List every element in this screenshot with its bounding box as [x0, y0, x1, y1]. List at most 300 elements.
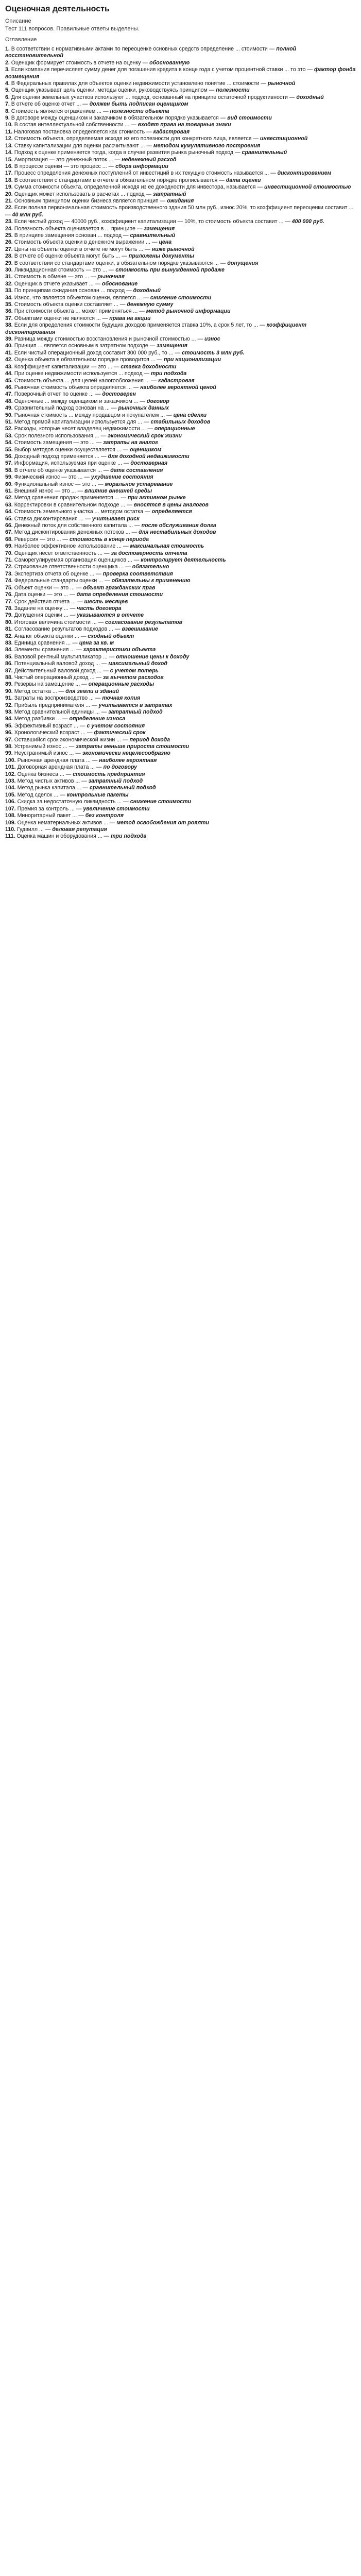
- question-item: 54. Стоимость замещения — это ... — затраты на аналог: [5, 439, 158, 446]
- question-number: 44.: [5, 370, 13, 377]
- question-item: 89. Резервы на замещение ... — операционные расходы: [5, 681, 154, 688]
- question-answer: стоимость при вынужденной продаже: [115, 267, 225, 273]
- question-number: 78.: [5, 605, 13, 612]
- question-item: 11. Налоговая постановка определяется как стоимость — кадастровая: [5, 128, 190, 135]
- document-subtitle: Описание: [5, 18, 31, 24]
- question-text: Прибыль предпринимателя ...: [14, 702, 91, 708]
- question-answer: доходный: [296, 94, 324, 100]
- question-text: Стоимость замещения — это ...: [14, 439, 95, 446]
- question-text: Метод прямой капитализации используется для ...: [14, 418, 143, 425]
- question-item: 94. Метод разбивки ... — определение износа: [5, 716, 126, 722]
- question-text: Объект оценки — это ...: [14, 584, 75, 591]
- question-answer: входят права на товарные знаки: [137, 122, 231, 128]
- question-number: 69.: [5, 543, 13, 550]
- question-answer: методом кумулятивного построения: [153, 142, 261, 149]
- question-answer: период дохода: [129, 736, 170, 743]
- question-answer: права на акции: [109, 315, 151, 321]
- question-answer: износ: [204, 336, 220, 343]
- question-answer: шесть месяцев: [84, 598, 128, 605]
- question-text: Сравнительный подход основан на ...: [14, 405, 110, 412]
- question-number: 102.: [5, 771, 16, 777]
- question-text: Расходы, которые несет владелец недвижимости ...: [14, 426, 146, 432]
- question-item: 109. Оценка нематериальных активов ... — метод освобождения от роялти: [5, 819, 209, 826]
- question-answer: обязательны к применению: [111, 578, 191, 584]
- question-number: 90.: [5, 688, 13, 694]
- question-number: 14.: [5, 149, 13, 156]
- question-text: Коэффициент капитализации — это ...: [14, 363, 112, 370]
- question-answer: сравнительный: [242, 149, 287, 156]
- question-number: 9.: [5, 115, 10, 122]
- question-text: Износ, что является объектом оценки, является ...: [14, 294, 142, 301]
- question-text: Метод рынка капитала ...: [17, 785, 81, 791]
- question-answer: затраты на аналог: [103, 439, 158, 446]
- question-item: 80. Итоговая величина стоимости ... — согласование результатов: [5, 619, 183, 625]
- question-text: Элементы сравнения ...: [14, 647, 75, 653]
- question-answer: контролирует деятельность: [141, 557, 226, 564]
- question-text: Цены на объекты оценки в отчете не могут быть ...: [14, 246, 144, 252]
- question-number: 58.: [5, 467, 13, 473]
- question-number: 27.: [5, 246, 13, 252]
- question-answer: для земли и зданий: [65, 688, 119, 694]
- question-answer: с учетом состояния: [87, 722, 145, 729]
- question-text: Объектами оценки не являются ...: [14, 315, 101, 321]
- question-number: 40.: [5, 343, 13, 349]
- question-answer: полной восстановительной: [5, 46, 297, 59]
- question-item: 16. В процессе оценки — это процесс ... — сбора информации: [5, 163, 168, 170]
- question-number: 23.: [5, 218, 13, 225]
- question-item: 91. Затраты на воспроизводство ... — точная копия: [5, 695, 141, 702]
- question-item: 1. В соответствии с нормативными актами по переоценке основных средств определение ... стоимости — полной восстановительной: [5, 46, 297, 59]
- question-item: 108. Миноритарный пакет ... — без контроля: [5, 812, 124, 819]
- question-text: Миноритарный пакет ...: [17, 812, 77, 819]
- question-text: Метод остатка ...: [14, 688, 57, 694]
- question-answer: договор: [146, 398, 169, 404]
- question-item: 107. Премия за контроль ... — увеличение стоимости: [5, 805, 150, 812]
- question-item: 30. Ликвидационная стоимость — это ... — стоимость при вынужденной продаже: [5, 267, 225, 273]
- question-answer: для нестабильных доходов: [139, 529, 216, 536]
- question-item: 57. Информация, используемая при оценке ... — достоверная: [5, 460, 168, 467]
- question-number: 91.: [5, 695, 13, 702]
- question-answer: коэффициент дисконтирования: [5, 322, 307, 335]
- question-text: Чистый операционный доход ...: [14, 674, 95, 681]
- question-answer: приложены документы: [128, 253, 195, 260]
- question-item: 69. Наиболее эффективное использование ... — максимальная стоимость: [5, 543, 204, 550]
- question-item: 102. Оценка бизнеса ... — стоимость предприятия: [5, 771, 145, 777]
- question-number: 97.: [5, 736, 13, 743]
- question-number: 26.: [5, 239, 13, 246]
- question-item: 106. Скидка за недостаточную ликвидность ... — снижение стоимости: [5, 799, 192, 805]
- question-item: 92. Прибыль предпринимателя ... — учитывается в затратах: [5, 702, 173, 708]
- question-number: 5.: [5, 87, 10, 94]
- question-number: 50.: [5, 412, 13, 418]
- question-text: Стоимость является отражением ...: [11, 108, 102, 114]
- question-answer: стоимость в конце периода: [69, 536, 149, 543]
- question-text: В отчете об оценке объекта могут быть ...: [14, 253, 121, 260]
- question-item: 25. В принципе замещения основан ... подход — сравнительный: [5, 232, 176, 239]
- question-item: 47. Поверочный отчет по оценке ... — достоверен: [5, 391, 136, 398]
- question-item: 44. При оценке недвижимости используется ... подход — три подхода: [5, 370, 187, 377]
- question-text: Сумма стоимости объекта, определенной исходя из ее доходности для инвестора, называется: [14, 184, 256, 191]
- question-number: 19.: [5, 184, 13, 191]
- question-item: 32. Оценщик в отчете указывает ... — обоснование: [5, 280, 138, 287]
- question-item: 20. Оценщик может использовать в расчетах ... подход — затратный: [5, 191, 186, 197]
- question-item: 68. Реверсия — это ... — стоимость в конце периода: [5, 536, 149, 543]
- question-text: Скидка за недостаточную ликвидность ...: [17, 799, 122, 805]
- question-text: Метод дисконтирования денежных потоков ...: [14, 529, 130, 536]
- question-answer: ожидания: [167, 197, 194, 204]
- question-item: 45. Стоимость объекта ... для целей налогообложения ... — кадастровая: [5, 377, 195, 384]
- question-answer: 40 млн руб.: [12, 211, 43, 218]
- document-title: Оценочная деятельность: [5, 5, 110, 13]
- question-answer: дисконтированием: [277, 170, 332, 177]
- question-text: В отчете об оценке отчет ...: [11, 101, 81, 108]
- question-item: 78. Задание на оценку ... — часть договора: [5, 605, 122, 612]
- question-answer: ставка доходности: [121, 363, 177, 370]
- question-item: 39. Разница между стоимостью восстановления и рыночной стоимостью ... — износ: [5, 336, 220, 343]
- question-item: 70. Оценщик несет ответственность ... — за достоверность отчета: [5, 550, 187, 556]
- question-answer: фактический срок: [94, 730, 146, 736]
- question-answer: сходный объект: [88, 633, 134, 639]
- question-number: 80.: [5, 619, 13, 625]
- question-text: Стоимость объекта ... для целей налогообложения ...: [14, 377, 150, 384]
- question-item: 95. Эффективный возраст ... — с учетом состояния: [5, 722, 145, 729]
- question-number: 95.: [5, 722, 13, 729]
- question-item: 67. Метод дисконтирования денежных потоков ... — для нестабильных доходов: [5, 529, 216, 536]
- question-number: 108.: [5, 812, 16, 819]
- question-item: 75. Объект оценки — это ... — объект гражданских прав: [5, 584, 156, 591]
- question-text: Оценка объекта в обязательном порядке проводится ...: [14, 357, 156, 363]
- question-item: 22. Если полная первоначальная стоимость производственного здания 50 млн руб., износ 20%, то коэффициент переоценки составит ... — 40 млн руб.: [5, 205, 354, 218]
- question-item: 3. Если компания перечисляет сумму денег для погашения кредита в конце года с учетом процентной ставки ... то это — фактор фонда возмещения: [5, 66, 356, 80]
- question-answer: снижение стоимости: [130, 799, 192, 805]
- question-item: 24. Полезность объекта оценивается в ... принципе — замещения: [5, 225, 175, 232]
- question-text: Оценщик может использовать в расчетах ... подход: [14, 191, 145, 197]
- question-item: 55. Выбор методов оценки осуществляется ... — оценщиком: [5, 446, 162, 453]
- question-answer: дата составления: [110, 467, 163, 473]
- question-text: Физический износ — это ...: [14, 474, 83, 481]
- question-answer: экономически нецелесообразно: [82, 750, 170, 757]
- question-number: 22.: [5, 205, 13, 211]
- question-number: 71.: [5, 557, 13, 564]
- question-text: Рыночная арендная плата ...: [17, 757, 91, 764]
- question-text: Оставшийся срок экономической жизни ...: [14, 736, 122, 743]
- question-text: Оценка нематериальных активов ...: [17, 819, 108, 826]
- question-item: 110. Гудвилл ... — деловая репутация: [5, 826, 107, 833]
- question-answer: кадастровая: [158, 377, 195, 384]
- question-text: Если чистый операционный доход составит 300 000 руб., то ...: [14, 349, 174, 356]
- question-item: 29. В соответствии со стандартами оценки, в обязательном порядке указываются ... — допущения: [5, 260, 259, 266]
- question-text: Если компания перечисляет сумму денег для погашения кредита в конце года с учетом процентной ставки ... то это: [11, 66, 306, 73]
- question-answer: стоимость предприятия: [73, 771, 145, 777]
- question-answer: увеличение стоимости: [83, 805, 150, 812]
- question-answer: наиболее вероятной ценой: [140, 384, 216, 391]
- question-number: 110.: [5, 826, 16, 833]
- question-item: 8. Стоимость является отражением ... — полезности объекта: [5, 108, 169, 114]
- question-answer: указываются в отчете: [77, 612, 144, 619]
- question-number: 63.: [5, 501, 13, 508]
- question-item: 6. Для оценки земельных участков используют ... подход, основанный на принципе остаточной продуктивности — доходный: [5, 94, 324, 100]
- question-text: Задание на оценку ...: [14, 605, 68, 612]
- question-answer: вносятся в цены аналогов: [133, 501, 209, 508]
- question-number: 54.: [5, 439, 13, 446]
- question-answer: инвестиционной стоимостью: [264, 184, 351, 191]
- question-answer: определение износа: [69, 716, 126, 722]
- question-number: 79.: [5, 612, 13, 619]
- question-item: 104. Метод рынка капитала ... — сравнительный подход: [5, 785, 156, 791]
- question-number: 52.: [5, 426, 13, 432]
- question-answer: проверка соответствия: [102, 570, 173, 577]
- question-answer: затратный подход: [88, 778, 143, 785]
- question-answer: фактор фонда возмещения: [5, 66, 356, 80]
- question-item: 90. Метод остатка ... — для земли и зданий: [5, 688, 119, 694]
- question-answer: за вычетом расходов: [102, 674, 164, 681]
- question-text: Стоимость объекта оценки составляет ...: [14, 301, 118, 308]
- question-answer: денежную сумму: [127, 301, 174, 308]
- question-number: 76.: [5, 591, 13, 598]
- question-answer: инвестиционной: [260, 135, 308, 142]
- question-item: 74. Федеральные стандарты оценки ... — обязательны к применению: [5, 578, 191, 584]
- question-item: 49. Сравнительный подход основан на ... — рыночных данных: [5, 405, 169, 412]
- question-answer: обоснованную: [149, 59, 190, 66]
- question-text: В соответствии со стандартами оценки, в обязательном порядке указываются ...: [14, 260, 219, 266]
- question-answer: замещения: [144, 225, 175, 232]
- question-answer: рыночной: [267, 80, 296, 87]
- question-text: Срок полезного использования ...: [14, 432, 99, 439]
- question-item: 87. Действительный валовой доход ... — с учетом потерь: [5, 667, 159, 674]
- question-item: 85. Валовой рентный мультипликатор ... — отношение цены к доходу: [5, 653, 190, 660]
- question-item: 53. Срок полезного использования ... — экономический срок жизни: [5, 432, 182, 439]
- question-number: 42.: [5, 357, 13, 363]
- question-item: 105. Метод сделок ... — контрольные пакеты: [5, 791, 129, 798]
- question-number: 103.: [5, 778, 16, 785]
- question-answer: дата определения стоимости: [76, 591, 163, 598]
- question-answer: учитывает риск: [92, 515, 140, 522]
- question-item: 84. Элементы сравнения ... — характеристики объекта: [5, 647, 156, 653]
- question-item: 10. В состав интеллектуальной собственности ... — входят права на товарные знаки: [5, 122, 231, 128]
- question-number: 46.: [5, 384, 13, 391]
- question-number: 7.: [5, 101, 10, 108]
- question-item: 4. В Федеральных правилах для объектов оценки недвижимости установлено понятие ... стоимости — рыночной: [5, 80, 296, 87]
- question-text: Гудвилл ...: [17, 826, 44, 833]
- question-item: 35. Стоимость объекта оценки составляет ... — денежную сумму: [5, 301, 174, 308]
- question-answer: обоснование: [102, 280, 138, 287]
- question-text: Ставка дисконтирования ...: [14, 515, 84, 522]
- question-text: Стоимость в обмене — это ...: [14, 274, 89, 280]
- question-answer: влияние внешней среды: [84, 488, 152, 494]
- question-answer: экономический срок жизни: [108, 432, 182, 439]
- question-answer: оценщиком: [130, 446, 162, 453]
- question-number: 84.: [5, 647, 13, 653]
- question-number: 49.: [5, 405, 13, 412]
- question-number: 99.: [5, 750, 13, 757]
- question-text: Подход к оценке применяется тогда, когда в случае развития рынка рыночный подход: [14, 149, 234, 156]
- question-number: 86.: [5, 660, 13, 667]
- question-item: 18. В соответствии с стандартами в отчете в обязательном порядке прописывается — дата оценки: [5, 177, 261, 183]
- question-text: Стоимость объекта, определяемая исходя из его полезности для конкретного лица, является: [14, 135, 252, 142]
- question-item: 13. Ставку капитализации для оценки рассчитывают ... — методом кумулятивного построения: [5, 142, 261, 149]
- question-answer: часть договора: [77, 605, 122, 612]
- question-list: [5, 46, 356, 840]
- question-text: Метод сравнительной единицы ...: [14, 709, 100, 715]
- question-number: 75.: [5, 584, 13, 591]
- question-text: Корректировки в сравнительном подходе ...: [14, 501, 126, 508]
- question-text: Если для определения стоимости будущих доходов применяется ставка 10%, а срок 5 лет, то ...: [14, 322, 258, 329]
- question-text: Оценщик указывает цель оценки, методы оценки, руководствуясь принципом: [11, 87, 208, 94]
- question-number: 77.: [5, 598, 13, 605]
- question-answer: затратный подход: [108, 709, 163, 715]
- question-answer: определяется: [151, 509, 192, 515]
- question-item: 98. Устранимый износ ... — затраты меньше прироста стоимости: [5, 743, 190, 750]
- question-answer: три подхода: [150, 370, 187, 377]
- question-text: Стоимость объекта оценки в денежном выражении ...: [14, 239, 150, 246]
- question-item: 12. Стоимость объекта, определяемая исходя из его полезности для конкретного лица, является — инвестиционной: [5, 135, 308, 142]
- question-number: 62.: [5, 495, 13, 501]
- question-number: 100.: [5, 757, 16, 764]
- question-number: 106.: [5, 799, 16, 805]
- question-item: 96. Хронологический возраст ... — фактический срок: [5, 730, 146, 736]
- question-answer: ухудшение состояния: [91, 474, 153, 481]
- question-number: 16.: [5, 163, 13, 170]
- question-answer: моральное устаревание: [105, 481, 173, 487]
- question-answer: контрольные пакеты: [66, 791, 129, 798]
- question-item: 66. Денежный поток для собственного капитала ... — после обслуживания долга: [5, 522, 216, 529]
- question-item: 26. Стоимость объекта оценки в денежном выражении ... — цена: [5, 239, 172, 246]
- question-answer: неденежный расход: [122, 156, 177, 163]
- question-answer: при активном рынке: [127, 495, 186, 501]
- question-text: В Федеральных правилах для объектов оценки недвижимости установлено понятие ... стоимости: [11, 80, 260, 87]
- question-number: 45.: [5, 377, 13, 384]
- question-item: 7. В отчете об оценке отчет ... — должен быть подписан оценщиком: [5, 101, 188, 108]
- question-number: 34.: [5, 294, 13, 301]
- question-answer: цена за кв. м: [79, 639, 114, 646]
- question-answer: максимальный доход: [108, 660, 167, 667]
- question-answer: метод освобождения от роялти: [116, 819, 209, 826]
- question-number: 20.: [5, 191, 13, 197]
- question-answer: снижение стоимости: [150, 294, 212, 301]
- question-item: 83. Единица сравнения ... — цена за кв. м: [5, 639, 114, 646]
- question-number: 65.: [5, 515, 13, 522]
- question-text: Основным принципом оценки бизнеса является принцип: [14, 197, 159, 204]
- question-item: 72. Страхование ответственности оценщика ... — обязательно: [5, 564, 169, 570]
- question-item: 38. Если для определения стоимости будущих доходов применяется ставка 10%, а срок 5 лет, то ... — коэффициент дисконтирования: [5, 322, 307, 335]
- question-text: При стоимости объекта ... может применяться ...: [14, 308, 138, 315]
- question-number: 94.: [5, 716, 13, 722]
- question-text: Договорная арендная плата ...: [17, 764, 95, 771]
- question-answer: по договору: [103, 764, 137, 771]
- question-item: 9. В договоре между оценщиком и заказчиком в обязательном порядке указывается — вид стоимости: [5, 115, 272, 122]
- question-text: Затраты на воспроизводство ...: [14, 695, 94, 702]
- question-text: Рыночная стоимость объекта определяется ...: [14, 384, 132, 391]
- question-answer: наиболее вероятная: [99, 757, 157, 764]
- question-text: В соответствии с нормативными актами по переоценке основных средств определение ... стоимости: [11, 46, 268, 52]
- question-text: Итоговая величина стоимости ...: [14, 619, 97, 625]
- question-answer: без контроля: [85, 812, 124, 819]
- question-text: Хронологический возраст ...: [14, 730, 85, 736]
- question-item: 43. Коэффициент капитализации — это ... — ставка доходности: [5, 363, 177, 370]
- question-answer: метод рыночной информации: [146, 308, 231, 315]
- question-text: Реверсия — это ...: [14, 536, 61, 543]
- question-item: 42. Оценка объекта в обязательном порядке проводится ... — при национализации: [5, 357, 221, 363]
- question-text: В принципе замещения основан ... подход: [14, 232, 122, 239]
- question-answer: рыночная: [97, 274, 125, 280]
- question-text: Метод сделок ...: [17, 791, 59, 798]
- question-item: 51. Метод прямой капитализации используется для ... — стабильных доходов: [5, 418, 211, 425]
- question-item: 17. Процесс определения денежных поступлений от инвестиций в их текущую стоимость называется ... — дисконтированием: [5, 170, 332, 177]
- question-item: 37. Объектами оценки не являются ... — права на акции: [5, 315, 151, 321]
- question-item: 111. Оценка машин и оборудования ... — три подхода: [5, 833, 147, 840]
- question-answer: объект гражданских прав: [83, 584, 156, 591]
- question-item: 73. Экспертиза отчета об оценке ... — проверка соответствия: [5, 570, 173, 577]
- question-text: Амортизация — это денежный поток ...: [14, 156, 113, 163]
- question-item: 79. Допущения оценки ... — указываются в отчете: [5, 612, 144, 619]
- question-number: 92.: [5, 702, 13, 708]
- question-text: Устранимый износ ...: [14, 743, 67, 750]
- question-item: 41. Если чистый операционный доход составит 300 000 руб., то ... — стоимость 3 млн руб.: [5, 349, 245, 356]
- question-text: Денежный поток для собственного капитала ...: [14, 522, 133, 529]
- question-item: 34. Износ, что является объектом оценки, является ... — снижение стоимости: [5, 294, 212, 301]
- question-text: Действительный валовой доход ...: [14, 667, 102, 674]
- question-number: 30.: [5, 267, 13, 273]
- question-item: 48. Оценочные ... между оценщиком и заказчиком ... — договор: [5, 398, 169, 404]
- question-answer: деловая репутация: [52, 826, 107, 833]
- question-item: 99. Неустранимый износ ... — экономически нецелесообразно: [5, 750, 170, 757]
- question-text: Потенциальный валовой доход ...: [14, 660, 100, 667]
- question-answer: цена: [159, 239, 172, 246]
- question-number: 38.: [5, 322, 13, 329]
- question-text: Принцип ... является основным в затратном подходе: [14, 343, 148, 349]
- question-text: Ликвидационная стоимость — это ...: [14, 267, 107, 273]
- question-answer: точная копия: [102, 695, 141, 702]
- question-text: В отчете об оценке указывается ...: [14, 467, 102, 473]
- question-number: 109.: [5, 819, 16, 826]
- question-number: 96.: [5, 730, 13, 736]
- question-text: Федеральные стандарты оценки ...: [14, 578, 104, 584]
- question-answer: затратный: [153, 191, 186, 197]
- question-answer: цена сделки: [173, 412, 207, 418]
- question-number: 55.: [5, 446, 13, 453]
- question-text: Метод чистых активов ...: [17, 778, 80, 785]
- question-text: Дата оценки — это ...: [14, 591, 68, 598]
- question-answer: операционные: [154, 426, 195, 432]
- question-answer: с учетом потерь: [110, 667, 159, 674]
- question-item: 28. В отчете об оценке объекта могут быть ... — приложены документы: [5, 253, 195, 260]
- question-answer: стабильных доходов: [150, 418, 211, 425]
- question-text: В состав интеллектуальной собственности ...: [14, 122, 130, 128]
- question-number: 85.: [5, 653, 13, 660]
- question-number: 70.: [5, 550, 13, 556]
- question-answer: стоимость 3 млн руб.: [182, 349, 245, 356]
- question-item: 27. Цены на объекты оценки в отчете не могут быть ... — ниже рыночной: [5, 246, 195, 252]
- question-item: 31. Стоимость в обмене — это ... — рыночная: [5, 274, 125, 280]
- question-text: Метод разбивки ...: [14, 716, 61, 722]
- question-text: Аналог объекта оценки ...: [14, 633, 79, 639]
- question-text: Единица сравнения ...: [14, 639, 71, 646]
- question-answer: при национализации: [163, 357, 221, 363]
- question-number: 6.: [5, 94, 10, 100]
- question-text: Оценщик в отчете указывает ...: [14, 280, 94, 287]
- question-text: Если полная первоначальная стоимость производственного здания 50 млн руб., износ 20%, то коэффициент переоценки составит ...: [14, 205, 354, 211]
- question-answer: кадастровая: [153, 128, 190, 135]
- question-text: Доходный подход применяется ...: [14, 453, 100, 460]
- question-item: 21. Основным принципом оценки бизнеса является принцип — ожидания: [5, 197, 194, 204]
- question-answer: характеристики объекта: [83, 647, 156, 653]
- question-answer: достоверная: [130, 460, 168, 467]
- question-text: Срок действия отчета ...: [14, 598, 76, 605]
- question-number: 53.: [5, 432, 13, 439]
- question-number: 4.: [5, 80, 10, 87]
- question-text: Разница между стоимостью восстановления и рыночной стоимостью ...: [14, 336, 196, 343]
- question-answer: замещения: [157, 343, 187, 349]
